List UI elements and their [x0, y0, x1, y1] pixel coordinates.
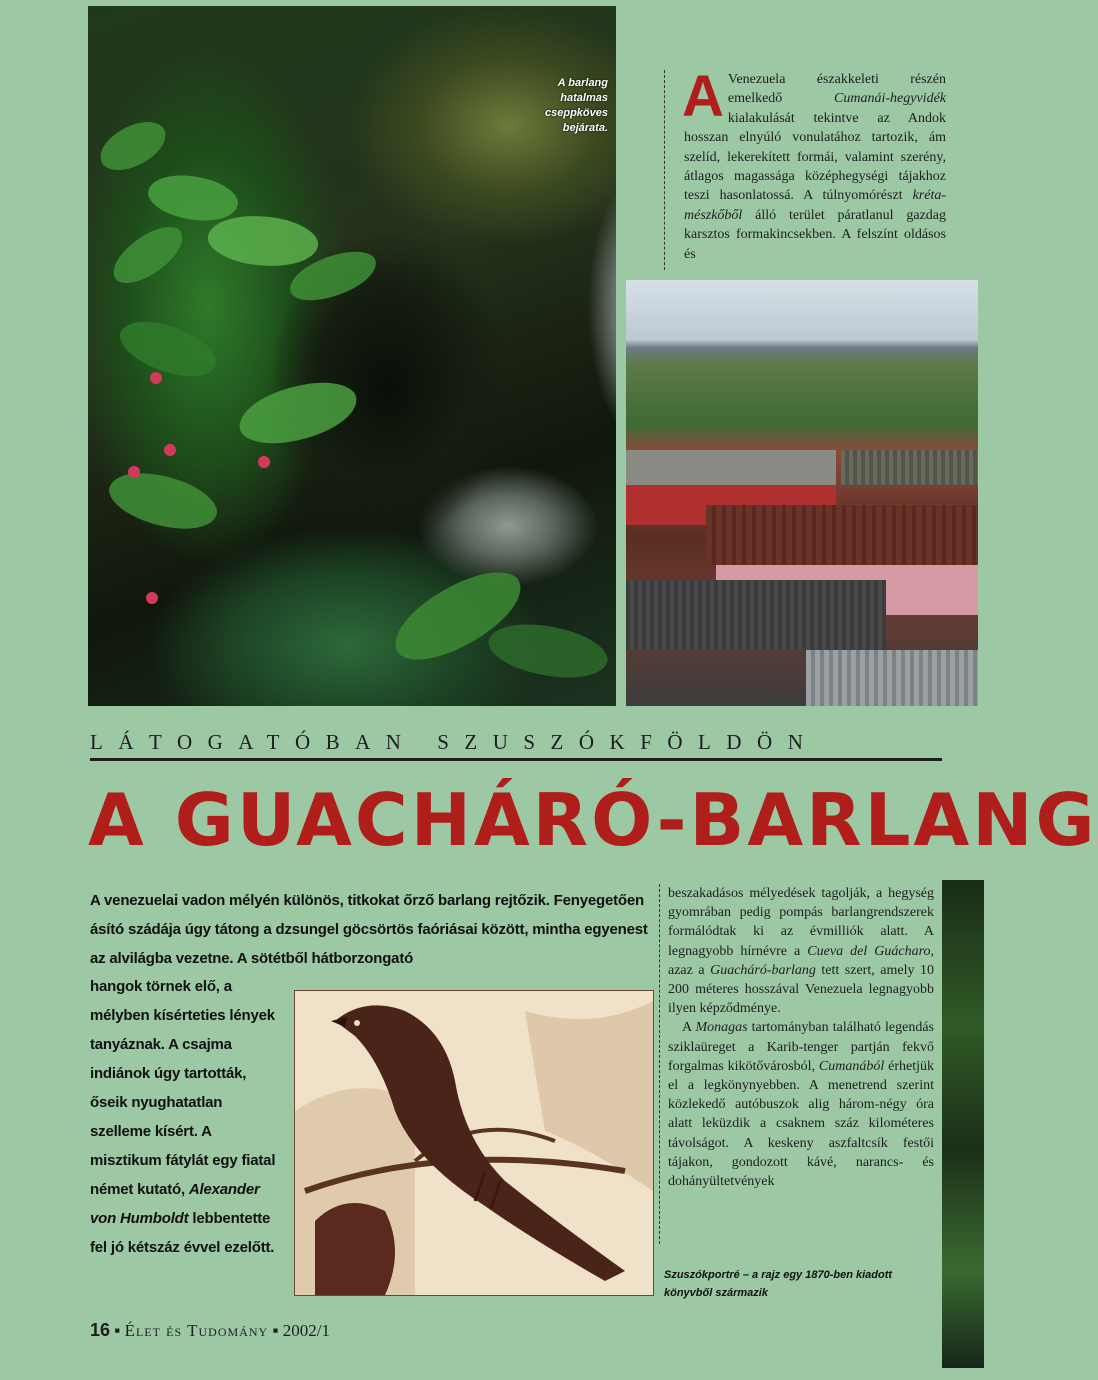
body-text: tartományban található legendás sziklaüreget a Karib-tenger partján fekvő forgalmas kikötővárosból,: [668, 1020, 934, 1074]
pink-flower: [164, 444, 176, 456]
body-text: érhetjük el a legkönynyebben. A menetrend szerint közlekedő autóbuszok alig három-négy óra alatt leküzdik a csaknem száz kilométeres távolságot. A keskeny aszfaltcsík festői tájakon, gondozott kávé, narancs- és dohányültetvények: [668, 1058, 934, 1190]
lead-name: Alexander von Humboldt: [90, 1181, 260, 1227]
caption-line: bejárata.: [562, 122, 608, 134]
cave-photo-caption: [498, 76, 608, 136]
pink-flower: [146, 592, 158, 604]
roof-shape: [841, 450, 978, 485]
pink-flower: [258, 456, 270, 468]
intro-text: Venezuela északkeleti részén emelkedő: [727, 72, 946, 107]
roof-shape: [806, 650, 978, 706]
body-paragraph: [668, 1018, 934, 1191]
body-term: Guacháró-barlang: [710, 962, 816, 978]
drop-cap: A: [682, 64, 724, 129]
oilbird-engraving: [294, 990, 654, 1296]
page-footer: [90, 1320, 330, 1341]
column-divider: [659, 884, 660, 1244]
column-divider: [664, 70, 665, 270]
lead-text: hangok törnek elő, a mélyben kísérteties lények tanyáznak. A csajma indiánok úgy tartották, őseik nyughatatlan szelleme kísért. A misztikum fátylát egy fiatal német kutató,: [90, 978, 276, 1198]
foliage-leaf: [484, 611, 613, 690]
intro-text: álló terület páratlanul gazdag karsztos formakincsekben. A felszínt oldásos és: [684, 207, 946, 262]
foliage-leaf: [234, 376, 362, 450]
intro-term: kréta-mészkőből: [684, 188, 946, 223]
lead-paragraph: A venezuelai vadon mélyén különös, titkokat őrző barlang rejtőzik. Fenyegetően ásító szádája úgy tátong a dzsungel göcsörtös faóriásai között, mintha egyenest az alvilágba vezetne. A sötétből hátborzongató: [90, 892, 648, 967]
foliage-leaf: [113, 307, 223, 391]
caption-line: A barlang: [557, 77, 608, 89]
heading-rule: [90, 758, 942, 761]
pink-flower: [150, 372, 162, 384]
foliage-leaf: [93, 115, 172, 177]
body-paragraph: [668, 884, 934, 1018]
article-title: A GUACHÁRÓ-BARLANG: [88, 778, 1098, 862]
lead-text: lebbentette fel jó kétszáz évvel ezelőtt.: [90, 1210, 275, 1256]
section-kicker: LÁTOGATÓBAN SZUSZÓKFÖLDÖN: [90, 730, 819, 754]
footer-bullet: ▪: [114, 1321, 121, 1340]
body-term: Cumanából: [818, 1058, 885, 1074]
caption-line: hatalmas: [560, 92, 608, 104]
foliage-leaf: [103, 459, 223, 544]
body-text: tett szert, amely 10 200 méteres hosszával Venezuela legnagyobb ilyen képződménye.: [668, 962, 934, 1017]
page-number: 16: [90, 1320, 111, 1340]
foliage-leaf: [104, 219, 192, 292]
cave-entrance-photo: [88, 6, 616, 706]
body-text: , azaz a: [668, 943, 934, 978]
body-term: Cueva del Guácharo: [807, 943, 931, 959]
intro-column: [682, 64, 946, 264]
roof-shape: [706, 505, 978, 565]
issue-number: 2002/1: [282, 1321, 330, 1340]
town-rooftops-photo: [626, 280, 978, 706]
roof-shape: [626, 580, 886, 650]
illustration-caption: Szuszókportré – a rajz egy 1870-ben kiadott könyvből származik: [664, 1269, 893, 1299]
lead-paragraph-continued: [90, 972, 280, 1262]
pink-flower: [128, 466, 140, 478]
next-page-photo-strip: [942, 880, 984, 1368]
body-term: Monagas: [695, 1020, 748, 1036]
body-text: beszakadásos mélyedések tagolják, a hegység gyomrában pedig pompás barlangrendszerek formálódtak ki az évmilliók alatt. A legnagyobb hírnévre a: [668, 886, 934, 959]
body-text: A: [682, 1020, 696, 1036]
intro-term: Cumanái-hegyvidék: [834, 91, 946, 107]
caption-line: cseppköves: [545, 107, 608, 119]
intro-text: kialakulását tekintve az Andok hosszan elnyúló vonulatához tartozik, ám szelíd, lekerekített formái, valamint szerény, átlagos magassága középhegységi tájakhoz teszi hasonlatossá. A túlnyomórészt: [684, 110, 946, 204]
magazine-name: Élet és Tudomány: [124, 1321, 269, 1340]
footer-bullet: ▪: [272, 1321, 279, 1340]
oilbird-illustration: [295, 991, 653, 1295]
body-column: [668, 884, 934, 1191]
